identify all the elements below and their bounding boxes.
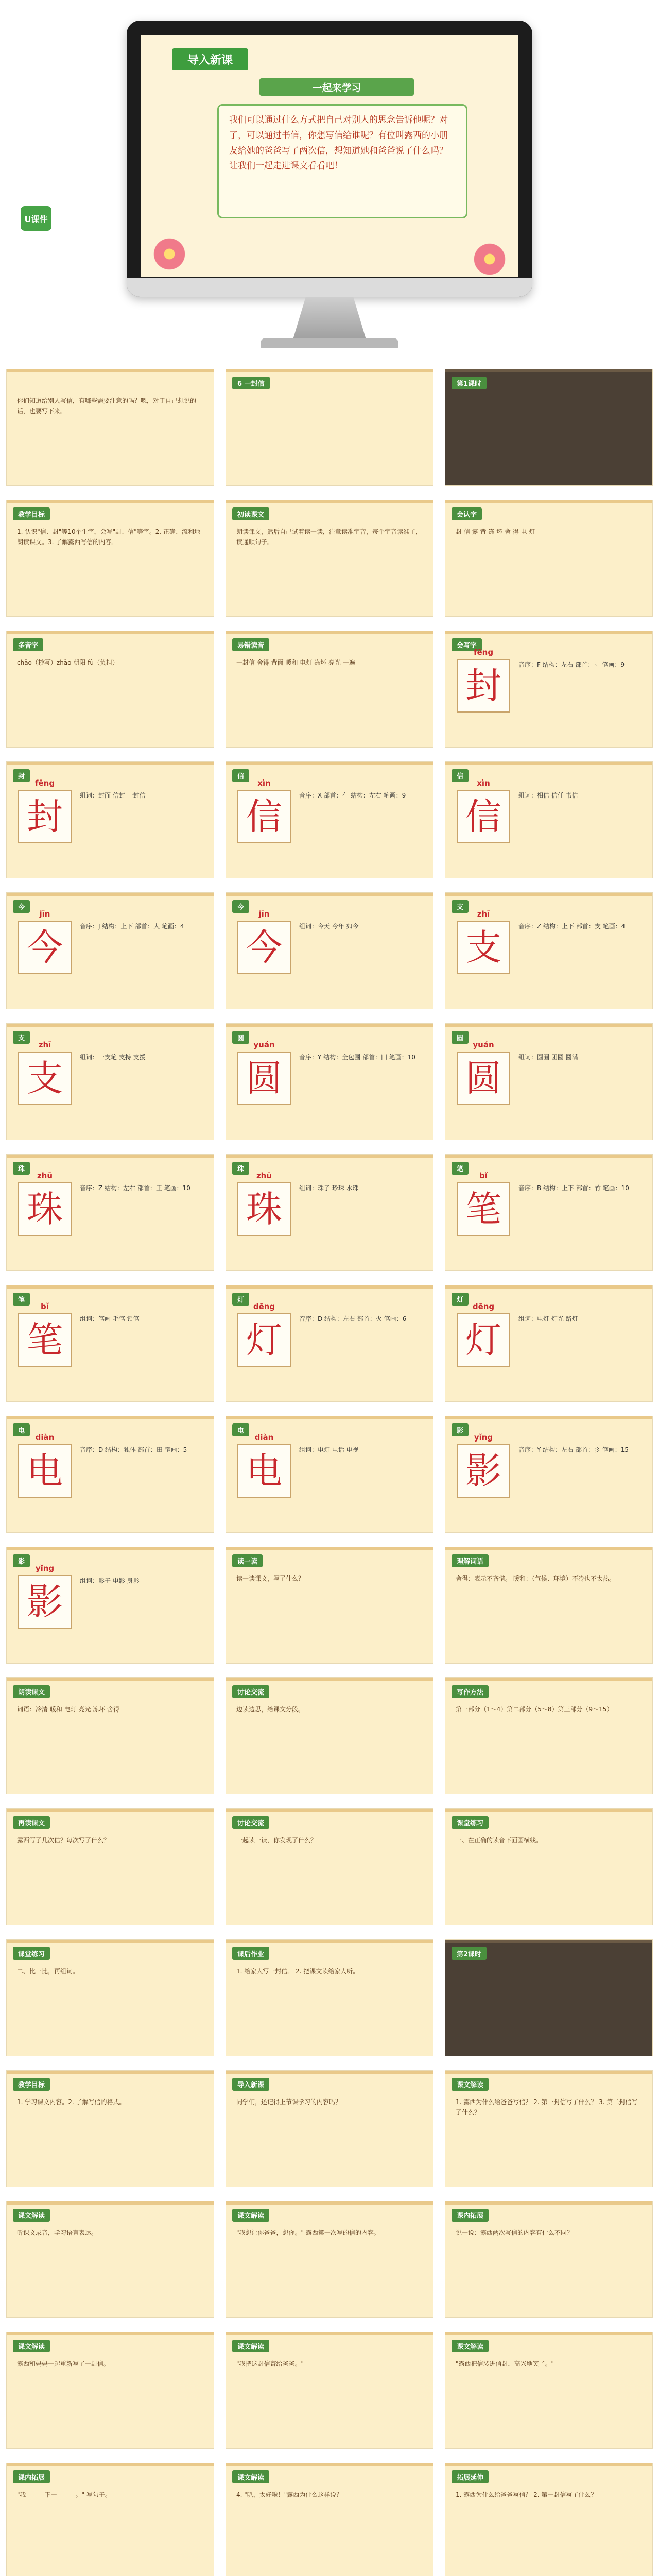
char-box: 影 [457, 1444, 510, 1498]
char-pinyin: fēng [473, 648, 494, 657]
char-info: 组词：电灯 电话 电视 [299, 1446, 359, 1453]
slide-body: 你们知道给别人写信，有哪些需要注意的吗？嗯，对于自己想说的话，也要写下来。 [17, 397, 197, 415]
slide-title: 电 [13, 1423, 30, 1436]
char-pinyin: bǐ [41, 1302, 49, 1311]
slide-title: 写作方法 [452, 1685, 489, 1698]
slide-body: 说一说：露西两次写信的内容有什么不同？ [456, 2229, 574, 2236]
char-info: 音序：B 结构：上下 部首：竹 笔画：10 [518, 1184, 629, 1192]
monitor-chin [127, 278, 532, 297]
char-box: 影 [18, 1575, 72, 1629]
char-box: 笔 [457, 1182, 510, 1236]
slide-body: 一起读一读，你发现了什么？ [236, 1837, 317, 1844]
slide-thumbnail[interactable] [445, 500, 653, 617]
char-info: 组词：圆圈 团圆 圆满 [518, 1054, 578, 1061]
hero-slide [141, 35, 518, 277]
slide-body: 边读边思，给课文分段。 [236, 1706, 305, 1713]
slide-thumbnail[interactable] [445, 2201, 653, 2318]
slide-thumbnail[interactable] [226, 369, 433, 486]
char-pinyin: yuán [253, 1040, 275, 1049]
slide-title: 第1课时 [452, 377, 487, 389]
char-box: 珠 [237, 1182, 291, 1236]
slide-title: 影 [13, 1554, 30, 1567]
char-box: 珠 [18, 1182, 72, 1236]
slide-title: 读一读 [232, 1554, 263, 1567]
slide-title: 教学目标 [13, 507, 50, 520]
slide-thumbnail[interactable] [6, 2463, 214, 2576]
slide-title: 支 [452, 900, 469, 913]
slide-title: 讨论交流 [232, 1816, 269, 1829]
slide-thumbnail[interactable] [445, 1154, 653, 1271]
char-box: 支 [457, 921, 510, 974]
char-pinyin: zhū [256, 1171, 272, 1180]
char-info: 音序：D 结构：左右 部首：火 笔画：6 [299, 1315, 407, 1323]
slide-body: 1. 认识"信、封"等10个生字，会写"封、信"等字。2. 正确、流利地朗读课文。3. 了解露西写信的内容。 [17, 528, 200, 546]
monitor-stand [292, 297, 367, 341]
slide-thumbnail[interactable] [226, 2332, 433, 2449]
slide-thumbnail[interactable] [6, 1023, 214, 1140]
slide-title: 支 [13, 1031, 30, 1044]
slide-thumbnail[interactable] [445, 1808, 653, 1925]
slide-body: 一、在正确的读音下面画横线。 [456, 1837, 543, 1844]
slide-thumbnail[interactable] [226, 2201, 433, 2318]
slide-thumbnail[interactable] [445, 892, 653, 1009]
slide-title: 珠 [13, 1162, 30, 1175]
flower-icon [472, 241, 508, 277]
slide-thumbnail[interactable] [226, 892, 433, 1009]
slide-title: 圆 [452, 1031, 469, 1044]
char-info: 音序：F 结构：左右 部首：寸 笔画：9 [518, 661, 625, 668]
char-pinyin: bǐ [479, 1171, 488, 1180]
slide-title: 教学目标 [13, 2078, 50, 2091]
slide-body: "我______下一______。" 写句子。 [17, 2491, 111, 2498]
slide-thumbnail[interactable] [445, 761, 653, 878]
slide-body: 舍得：表示不吝惜。 暖和：（气候、环境）不冷也不太热。 [456, 1575, 615, 1582]
char-info: 音序：Z 结构：上下 部首：支 笔画：4 [518, 923, 626, 930]
char-pinyin: xìn [257, 778, 271, 788]
slide-body: "露西把信装进信封，高兴地笑了。" [456, 2360, 554, 2367]
slide-thumbnail[interactable] [226, 1154, 433, 1271]
char-info: 音序：J 结构：上下 部首：人 笔画：4 [80, 923, 184, 930]
slide-thumbnail[interactable] [445, 2332, 653, 2449]
char-pinyin: diàn [254, 1433, 274, 1442]
char-info: 音序：Z 结构：左右 部首：王 笔画：10 [80, 1184, 190, 1192]
slide-thumbnail[interactable] [6, 1416, 214, 1533]
slide-body: 1. 露西为什么给爸爸写信？ 2. 第一封信写了什么？ 3. 第二封信写了什么？ [456, 2098, 638, 2116]
slide-title: 初读课文 [232, 507, 269, 520]
char-info: 音序：D 结构：独体 部首：田 笔画：5 [80, 1446, 187, 1453]
char-pinyin: jīn [39, 909, 50, 919]
char-box: 今 [18, 921, 72, 974]
char-pinyin: diàn [35, 1433, 55, 1442]
char-pinyin: fēng [34, 778, 55, 788]
hero-text: 我们可以通过什么方式把自己对别人的思念告诉他呢？对了，可以通过书信，你想写信给谁呢？有位叫露西的小朋友给她的爸爸写了两次信，想知道她和爸爸说了什么吗？让我们一起走进课文看看吧！ [217, 104, 467, 218]
slide-title: 课文解读 [232, 2209, 269, 2222]
slide-thumbnail[interactable] [6, 1547, 214, 1664]
slide-thumbnail[interactable] [445, 2070, 653, 2187]
char-pinyin: jīn [258, 909, 270, 919]
slide-body: 听课文录音，学习语言表达。 [17, 2229, 98, 2236]
char-info: 组词：封面 信封 一封信 [80, 792, 146, 799]
slide-title: 信 [232, 769, 249, 782]
slide-body: "我把这封信寄给爸爸。" [236, 2360, 304, 2367]
char-pinyin: xìn [477, 778, 490, 788]
slide-thumbnail[interactable] [6, 2201, 214, 2318]
slide-thumbnail[interactable] [226, 761, 433, 878]
slide-title: 课后作业 [232, 1947, 269, 1960]
slide-body: 露西写了几次信？每次写了什么？ [17, 1837, 110, 1844]
slide-thumbnail[interactable] [226, 1416, 433, 1533]
char-info: 组词：笔画 毛笔 铅笔 [80, 1315, 140, 1323]
slide-title: 今 [13, 900, 30, 913]
slide-title: 今 [232, 900, 249, 913]
slide-title: 再读课文 [13, 1816, 50, 1829]
slide-thumbnail[interactable] [445, 369, 653, 486]
slide-body: 二、比一比，再组词。 [17, 1968, 79, 1975]
slide-thumbnail[interactable] [6, 1154, 214, 1271]
char-box: 封 [18, 790, 72, 843]
slide-body: 朗读课文，然后自己试着读一读，注意读准字音，每个字音读准了，读通顺句子。 [236, 528, 422, 546]
hero-section [0, 0, 659, 361]
slide-thumbnail[interactable] [226, 1808, 433, 1925]
slide-body: 词语：冷清 暖和 电灯 亮光 冻坏 舍得 [17, 1706, 120, 1713]
slide-title: 封 [13, 769, 30, 782]
slide-title: 课文解读 [452, 2078, 489, 2091]
slide-thumbnail[interactable] [226, 631, 433, 748]
logo: U课件 [21, 206, 51, 231]
slide-thumbnail[interactable] [6, 369, 214, 486]
char-box: 支 [18, 1052, 72, 1105]
slide-title: 课文解读 [13, 2209, 50, 2222]
slide-title: 课文解读 [452, 2340, 489, 2352]
slide-title: 灯 [232, 1293, 249, 1306]
slide-title: 灯 [452, 1293, 469, 1306]
slide-title: 课内拓展 [452, 2209, 489, 2222]
slide-title: 影 [452, 1423, 469, 1436]
slide-thumbnail[interactable] [6, 761, 214, 878]
slide-thumbnail[interactable] [6, 2070, 214, 2187]
slide-title: 第2课时 [452, 1947, 487, 1960]
char-box: 灯 [237, 1313, 291, 1367]
char-pinyin: yuán [473, 1040, 494, 1049]
slide-thumbnail[interactable] [6, 892, 214, 1009]
slide-title: 信 [452, 769, 469, 782]
slide-thumbnail[interactable] [226, 1285, 433, 1402]
char-info: 组词：珠子 珍珠 水珠 [299, 1184, 359, 1192]
slide-title: 理解词语 [452, 1554, 489, 1567]
slide-title: 拓展延伸 [452, 2470, 489, 2483]
slide-thumbnail[interactable] [445, 1023, 653, 1140]
slide-body: 读一读课文，写了什么？ [236, 1575, 305, 1582]
slide-thumbnail[interactable] [445, 2463, 653, 2576]
char-box: 电 [237, 1444, 291, 1498]
slide-body: 封 信 露 背 冻 坏 舍 得 电 灯 [456, 528, 535, 535]
char-box: 信 [237, 790, 291, 843]
char-info: 音序：Y 结构：左右 部首：彡 笔画：15 [518, 1446, 629, 1453]
slide-title: 笔 [452, 1162, 469, 1175]
char-info: 音序：Y 结构：全包围 部首：囗 笔画：10 [299, 1054, 416, 1061]
slide-title: 珠 [232, 1162, 249, 1175]
slide-body: "我想让你爸爸，想你。" 露西第一次写的信的内容。 [236, 2229, 380, 2236]
char-box: 圆 [457, 1052, 510, 1105]
char-box: 笔 [18, 1313, 72, 1367]
slide-title: 笔 [13, 1293, 30, 1306]
slide-title: 课文解读 [232, 2340, 269, 2352]
hero-ribbon: 一起来学习 [259, 78, 414, 96]
slide-title: 会写字 [452, 638, 482, 651]
slide-title: 易错读音 [232, 638, 269, 651]
slide-body: 1. 给家人写一封信。 2. 把课文读给家人听。 [236, 1968, 359, 1975]
slide-thumbnail[interactable] [226, 1547, 433, 1664]
char-pinyin: dēng [472, 1302, 495, 1311]
char-info: 组词：相信 信任 书信 [518, 792, 578, 799]
char-pinyin: yǐng [474, 1433, 493, 1442]
char-info: 组词：电灯 灯光 路灯 [518, 1315, 578, 1323]
slide-title: 会认字 [452, 507, 482, 520]
slide-thumbnail[interactable] [6, 1285, 214, 1402]
slide-title: 课堂练习 [13, 1947, 50, 1960]
slide-thumbnail[interactable] [6, 631, 214, 748]
char-box: 今 [237, 921, 291, 974]
slide-title: 朗读课文 [13, 1685, 50, 1698]
slide-body: 1. 学习课文内容。2. 了解写信的格式。 [17, 2098, 126, 2106]
slide-thumbnail[interactable] [226, 2463, 433, 2576]
slide-thumbnail[interactable] [226, 1939, 433, 2056]
slide-title: 电 [232, 1423, 249, 1436]
flower-icon [151, 236, 187, 272]
slide-title: 6 一封信 [232, 377, 270, 389]
slide-body: 第一部分（1～4）第二部分（5～8）第三部分（9～15） [456, 1706, 613, 1713]
char-info: 组词：一支笔 支持 支援 [80, 1054, 146, 1061]
slide-title: 多音字 [13, 638, 43, 651]
char-info: 组词：今天 今年 如今 [299, 923, 359, 930]
slide-title: 课文解读 [13, 2340, 50, 2352]
slide-thumbnail[interactable] [445, 1285, 653, 1402]
slide-thumbnail[interactable] [445, 1939, 653, 2056]
slide-title: 圆 [232, 1031, 249, 1044]
monitor-base [261, 338, 398, 348]
char-info: 音序：X 部首：亻 结构：左右 笔画：9 [299, 792, 406, 799]
slide-thumbnail[interactable] [445, 631, 653, 748]
slide-body: 1. 露西为什么给爸爸写信？ 2. 第一封信写了什么？ [456, 2491, 597, 2498]
slide-title: 课文解读 [232, 2470, 269, 2483]
slide-thumbnail[interactable] [226, 1023, 433, 1140]
slide-body: 露西和妈妈一起重新写了一封信。 [17, 2360, 110, 2367]
slide-thumbnail[interactable] [226, 500, 433, 617]
slide-thumbnail[interactable] [226, 1677, 433, 1794]
slide-title: 讨论交流 [232, 1685, 269, 1698]
monitor-frame [127, 21, 532, 297]
slide-thumbnail[interactable] [6, 2332, 214, 2449]
char-box: 封 [457, 659, 510, 713]
char-pinyin: zhī [477, 909, 490, 919]
slide-thumbnail[interactable] [226, 2070, 433, 2187]
char-box: 灯 [457, 1313, 510, 1367]
slide-title: 课内拓展 [13, 2470, 50, 2483]
slide-thumbnail[interactable] [6, 1808, 214, 1925]
char-pinyin: dēng [253, 1302, 275, 1311]
char-pinyin: yǐng [35, 1564, 55, 1573]
slide-thumbnail[interactable] [6, 1677, 214, 1794]
slide-thumbnail[interactable] [445, 1547, 653, 1664]
hero-banner: 导入新课 [172, 48, 248, 70]
slide-title: 导入新课 [232, 2078, 269, 2091]
slide-thumbnail[interactable] [6, 1939, 214, 2056]
char-box: 圆 [237, 1052, 291, 1105]
char-info: 组词：影子 电影 身影 [80, 1577, 140, 1584]
char-box: 信 [457, 790, 510, 843]
char-pinyin: zhī [38, 1040, 51, 1049]
slide-body: chāo（抄写）zhāo 朝阳 fù（负担） [17, 659, 118, 666]
slide-thumbnail[interactable] [445, 1677, 653, 1794]
slide-body: 4. "叭，太好啦！"露西为什么这样说？ [236, 2491, 343, 2498]
slide-thumbnail[interactable] [445, 1416, 653, 1533]
char-box: 电 [18, 1444, 72, 1498]
char-pinyin: zhū [37, 1171, 53, 1180]
slide-body: 一封信 舍得 背面 暖和 电灯 冻坏 亮光 一遍 [236, 659, 355, 666]
slide-thumbnail[interactable] [6, 500, 214, 617]
slide-title: 课堂练习 [452, 1816, 489, 1829]
slide-body: 同学们，还记得上节课学习的内容吗？ [236, 2098, 342, 2106]
